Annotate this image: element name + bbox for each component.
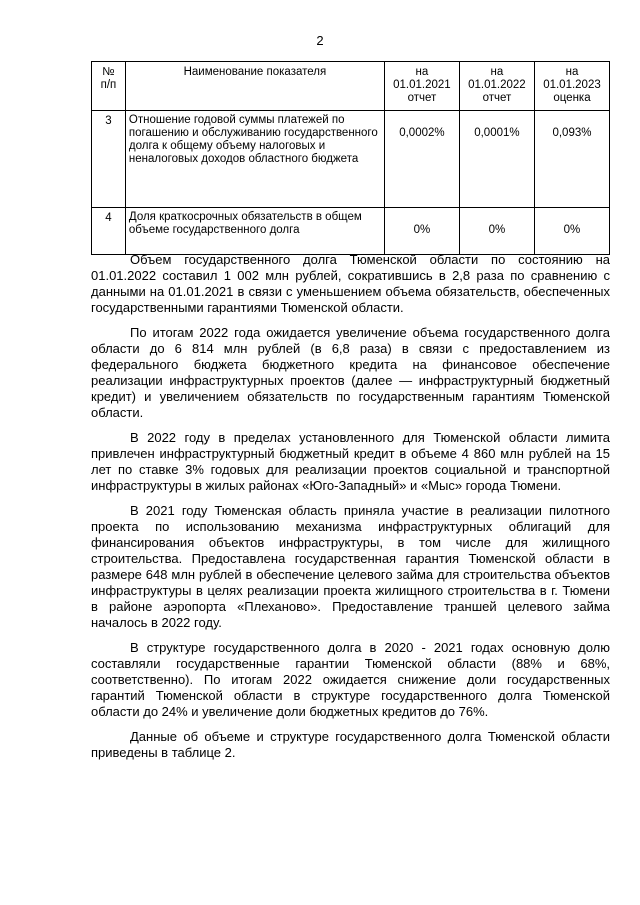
paragraph: В 2021 году Тюменская область приняла участие в реализации пилотного проекта по использованию механизма инфраструктурных облигаций для финансирования объектов инфраструктуры, в том числе для жилищного строительства. Предоставлена государственная гарантия Тюменской области в размере 648 млн рублей в обеспечение целевого займа для строительства объектов инфраструктуры в целях реализации проекта жилищного строительства в г. Тюмени в районе аэропорта «Плеханово». Предоставление траншей целевого займа началось в 2022 году.: [91, 503, 610, 630]
row-num: 3: [92, 111, 126, 208]
paragraph: По итогам 2022 года ожидается увеличение объема государственного долга области до 6 814 млн рублей (в 6,8 раза) в связи с предоставлением из федерального бюджета бюджетного кредита на финансовое обеспечение реализации инфраструктурных проектов (далее — инфраструктурный бюджетный кредит) и увеличением обязательств по государственным гарантиям Тюменской области.: [91, 325, 610, 420]
paragraph: Данные об объеме и структуре государственного долга Тюменской области приведены в таблице 2.: [91, 729, 610, 760]
header-2021: на 01.01.2021 отчет: [384, 62, 459, 111]
table-header-row: [92, 62, 610, 111]
row-name: Отношение годовой суммы платежей по погашению и обслуживанию государственного долга к общему объему налоговых и неналоговых доходов областного бюджета: [125, 111, 384, 208]
table-row: [92, 208, 610, 255]
paragraph: В структуре государственного долга в 2020 - 2021 годах основную долю составляли государственные гарантии Тюменской области (88% и 68%, соответственно). По итогам 2022 ожидается снижение доли государственных гарантий Тюменской области в структуре государственного долга Тюменской области до 24% и увеличение доли бюджетных кредитов до 76%.: [91, 640, 610, 719]
row-value-2021: 0,0002%: [384, 111, 459, 208]
body-text: [91, 252, 610, 770]
row-name: Доля краткосрочных обязательств в общем объеме государственного долга: [125, 208, 384, 255]
row-num: 4: [92, 208, 126, 255]
header-num: № п/п: [92, 62, 126, 111]
row-value-2023: 0,093%: [534, 111, 609, 208]
table-row: [92, 111, 610, 208]
page-number: 2: [316, 33, 324, 48]
paragraph: Объем государственного долга Тюменской области по состоянию на 01.01.2022 составил 1 002 млн рублей, сократившись в 2,8 раза по сравнению с данными на 01.01.2021 в связи с уменьшением объема обязательств, обеспеченных государственными гарантиями Тюменской области.: [91, 252, 610, 315]
row-value-2022: 0,0001%: [459, 111, 534, 208]
row-value-2023: 0%: [534, 208, 609, 255]
header-2023: на 01.01.2023 оценка: [534, 62, 609, 111]
indicators-table: [91, 61, 610, 255]
row-value-2022: 0%: [459, 208, 534, 255]
header-name: Наименование показателя: [125, 62, 384, 111]
paragraph: В 2022 году в пределах установленного для Тюменской области лимита привлечен инфраструктурный бюджетный кредит в объеме 4 860 млн рублей на 15 лет по ставке 3% годовых для реализации проектов социальной и транспортной инфраструктуры в жилых районах «Юго-Западный» и «Мыс» города Тюмени.: [91, 430, 610, 493]
header-2022: на 01.01.2022 отчет: [459, 62, 534, 111]
row-value-2021: 0%: [384, 208, 459, 255]
